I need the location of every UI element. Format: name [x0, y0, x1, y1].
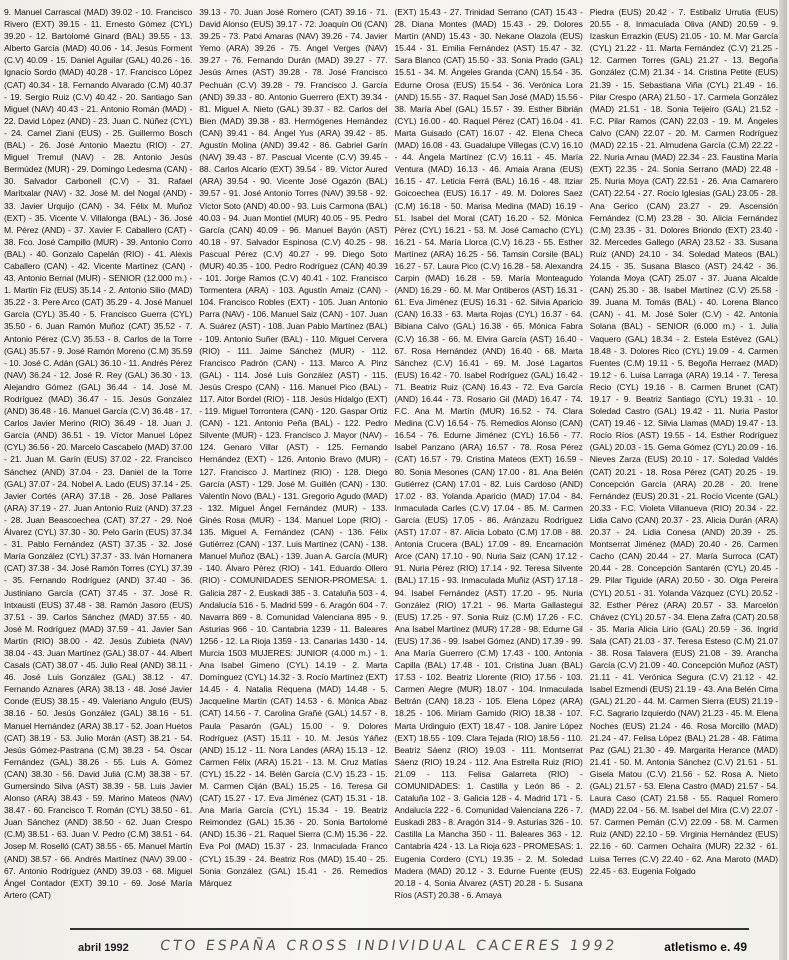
results-columns [4, 4, 778, 922]
results-column-2 [199, 4, 387, 922]
results-text: Piedra (EUS) 20.42 - 7. Estibaliz Urrutia (EUS) 20.55 - 8. Inmaculada Oliva (AND) 20.59 - 9. Izaskun Errazkin (EUS) 21.05 - 10. M. Mar García (CYL) 21.22 - 11. Marta Fernández (C.V) 21.25 - 12. Carmen Torres (GAL) 21.27 - 13. Begoña González (C.M) 21.34 - 14. Cristina Petite (EUS) 21.39 - 15. Sebastiana Viña (CYL) 21.49 - 16. Pilar Crespo (ARA) 21.50 - 17. Carmela González (MAD) 21.51 - 18. Sonia Teijeiro (GAL) 21.52 - F.C. Pilar Ramos (CAN) 22.03 - 19. M. Ángeles Calvo (CAN) 22.07 - 20. M. Carmen Rodríguez (MAD) 22.15 - 21. Almudena García (C.M) 22.22 - 22. Nuria Arnau (MAD) 22.34 - 23. Faustina María (EXT) 22.35 - 24. Sonia Serrano (MAD) 22.48 - 25. Nuria Moya (CAT) 22.51 - 26. Ana Camarero (CAT) 22.54 - 27. Rocío Iglesias (GAL) 23.05 - 28. Ana Gerico (CAN) 23.27 - 29. Ascensión Fernández (C.M) 23.28 - 30. Alicia Fernández (C.M) 23.35 - 31. Dolores Briondo (EXT) 23.40 - 32. Mercedes Gallego (ARA) 23.52 - 33. Susana Ruiz (AND) 24.10 - 34. Soledad Mateos (BAL) 24.15 - 35. Susana Blasco (AST) 24.42 - 36. Yolanda Moya (CAT) 25.07 - 37. Juana Alcalde (CAN) 25.30 - 38. Isabel Martínez (C.V) 25.58 - 39. Juana M. Tomás (BAL) - 40. Lorena Blanco (CAN) - 41. M. José Soler (C.V) - 42. Antonia Solana (BAL) - SENIOR (6.000 m.) - 1. Julia Vaquero (GAL) 18.34 - 2. Estela Estévez (GAL) 18.48 - 3. Dolores Rico (CYL) 19.09 - 4. Carmen Fuentes (C.M) 19.11 - 5. Begoña Herraez (MAD) 19.12 - 6. Luisa Larraga (ARA) 19.14 - 7. Teresa Recio (CYL) 19.16 - 8. Carmen Brunet (CAT) 19.17 - 9. Beatriz Santiago (CYL) 19.31 - 10. Soledad Castro (GAL) 19.42 - 11. Nuria Pastor (CAT) 19.46 - 12. Silvia Llamas (MAD) 19.47 - 13. Rocío Ríos (AST) 19.55 - 14. Esther Rodríguez (GAL) 20.03 - 15. Gema Gómez (CYL) 20.09 - 16. Nieves Zarza (EUS) 20.10 - 17. Soledad Valdés (CAT) 20.21 - 18. Rosa Pérez (CAT) 20.25 - 19. Concepción García (ARA) 20.28 - 20. Irene Fernández (EUS) 20.31 - 21. Rocío Vicente (GAL) 20.33 - F.C. Violeta Villanueva (RIO) 20.34 - 22. Lidia Calvo (CAN) 20.37 - 23. Alicia Durán (ARA) 20.37 - 24. Lidia Conesa (AND) 20.39 - 25. Montserrat Jiménez (MAD) 20.40 - 26. Carmen Cacho (CAN) 20.44 - 27. María Surroca (CAT) 20.44 - 28. Concepción Santarén (CYL) 20.45 - 29. Pilar Tiguide (ARA) 20.50 - 30. Olga Pereira (CYL) 20.51 - 31. Yolanda Vázquez (CYL) 20.52 - 32. Esther Pérez (ARA) 20.57 - 33. Marcelón Chávez (CYL) 20.57 - 34. Elena Zafra (CAT) 20.58 - 35. María Alicia Lirio (GAL) 20.59 - 36. Ingrid Sala (CAT) 21.03 - 37. Teresa Esteso (C.M) 21.07 - 38. Rosa Talavera (EUS) 21.08 - 39. Arancha García (C.V) 21.09 - 40. Concepción Muñoz (AST) 21.11 - 41. Verónica Segura (C.V) 21.12 - 42. Isabel Ezmendi (EUS) 21.19 - 43. Ana Belén Cima (GAL) 21.20 - 44. M. Carmen Sierra (EUS) 21.19 - F.C. Sagrario Izquierdo (NAV) 21.23 - 45. M. Elena Noches (EUS) 21.24 - 46. Rosa Morcillo (MAD) 21.24 - 47. Felisa López (BAL) 21.28 - 48. Fátima Paz (GAL) 21.30 - 49. Margarita Herance (MAD) 21.41 - 50. M. Antonia Sánchez (C.V) 21.51 - 51. Gisela Matou (C.V) 21.56 - 52. Rosa A. Nieto (GAL) 21.57 - 53. Elena Castro (MAD) 21.57 - 54. Laura Caso (CAT) 21.58 - 55. Raquel Romero (MAD) 22.04 - 56. M. Isabel del Mira (C.V) 22.07 - 57. Carmen Pemán (C.V) 22.09 - 58. M. Carmen Ruiz (AND) 22.10 - 59. Virginia Hernández (EUS) 22.16 - 60. Carmen Ochaíra (MUR) 22.32 - 61. Luisa Terres (C.V) 22.40 - 62. Ana Maroto (MAD) 22.45 - 63. Eugenia Folgado [589, 7, 778, 876]
page-edge [779, 0, 787, 960]
results-column-1 [4, 4, 192, 922]
handwritten-annotation: CTO ESPAÑA CROSS INDIVIDUAL CACERES 1992 [158, 938, 619, 954]
results-text: (EXT) 15.43 - 27. Trinidad Serrano (CAT) 15.43 - 28. Diana Montes (MAD) 15.43 - 29. Dolores Martín (AND) 15.43 - 30. Nekane Olazola (EUS) 15.44 - 31. Emilia Fernández (AST) 15.47 - 32. Sara Blanco (CAT) 15.50 - 33. Sonia Prado (GAL) 15.51 - 34. M. Ángeles Granda (CAN) 15.54 - 35. Edurne Orosa (EUS) 15.54 - 36. Verónica Lora (AND) 15.55 - 37. Raquel San José (MAD) 15.56 - 38. María Abel (GAL) 15.57 - 39. Esther Bibrián (CYL) 16.00 - 40. Raquel Pérez (CAT) 16.04 - 41. Marta Guisado (CAT) 16.07 - 42. Elena Checa (MAD) 16.08 - 43. Guadalupe Villegas (C.V) 16.10 - 44. Ángela Martínez (C.V) 16.11 - 45. María Ventura (MAD) 16.13 - 46. Amaia Arana (EUS) 16.15 - 47. Leticia Ferrá (BAL) 16.16 - 48. Itziar Goicoechea (EUS) 16.17 - 49. M. Dolores Saez (C.M) 16.18 - 50. Marisa Medina (MAD) 16.19 - 51. Isabel del Moral (CAT) 16.20 - 52. Mónica Pérez (CYL) 16.21 - 53. M. José Camacho (CYL) 16.21 - 54. María Llorca (C.V) 16.23 - 55. Esther Martínez (ARA) 16.25 - 56. Tamsin Corsile (BAL) 16.27 - 57. Laura Pico (C.V) 16.28 - 58. Alexandra Carpin (MAD) 16.28 - 59. María Monteagudo (AND) 16.29 - 60. M. Mar Ontiberos (AST) 16.31 - 61. Eva Jiménez (EUS) 16.31 - 62. Silvia Aparicio (CAN) 16.33 - 63. Marta Rojas (CYL) 16.37 - 64. Bibiana Calvo (GAL) 16.38 - 65. Mónica Fabra (C.V) 16.38 - 66. M. Elvira García (AST) 16.40 - 67. Rosa Hernández (AND) 16.40 - 68. Marta Sánchez (C.V) 16.41 - 69. M. José Lagartos (EUS) 16.42 - 70. Isabel Rodríguez (GAL) 16.42 - 71. Beatriz Ruiz (CAN) 16.43 - 72. Eva García (AND) 16.44 - 73. Rosario Gil (MAD) 16.47 - 74. F.C. Ana M. Martín (MUR) 16.52 - 74. Clara Medina (C.V) 16.54 - 75. Remedios Alonso (CAN) 16.54 - 76. Edurne Jiménez (CYL) 16.56 - 77. Isabel Panzano (ARA) 16.57 - 78. Rosa Pérez (CAT) 16.57 - 79. Cristina Mateos (EXT) 16.59 - 80. Sonia Mesones (CAN) 17.00 - 81. Ana Belén Gutiérrez (CAN) 17.01 - 82. Luis Cardoso (AND) 17.02 - 83. Yolanda Aparicio (MAD) 17.04 - 84. Inmaculada Carles (C.V) 17.04 - 85. M. Carmen García (EUS) 17.05 - 86. Aránzazu Rodríguez (AST) 17.07 - 87. Alicia Lobato (C.M) 17.08 - 88. Antonia Crucera (BAL) 17.09 - 89. Encarnación Arce (CAN) 17.10 - 90. Nuria Saiz (CAN) 17.12 - 91. Nuria Pérez (RIO) 17.14 - 92. Teresa Silvente (BAL) 17.15 - 93. Inmaculada Muñiz (AST) 17.18 - 94. Isabel Fernández (AST) 17.20 - 95. Nuria González (RIO) 17.21 - 96. Marta Gallastegui (EUS) 17.25 - 97. Sonia Ruiz (C.M) 17.26 - F.C. Ana Isabel Martínez (MUR) 17.28 - 98. Edurne Gil (EUS) 17.36 - 99. Isabel Gómez (AND) 17.39 - 99. Ana María Guerrero (C.M) 17.43 - 100. Antonia Capilla (BAL) 17.48 - 101. Cristina Juan (BAL) 17.53 - 102. Beatriz Llorente (RIO) 17.56 - 103. Carmen Alegre (MUR) 18.07 - 104. Inmaculada Beltrán (CAN) 18.23 - 105. Elena López (ARA) 18.25 - 106. Miriam Gamido (RIO) 18.38 - 107. Marta Urdinguio (EXT) 18.47 - 108. Janire López (EXT) 18.55 - 109. Clara Tejada (RIO) 18.56 - 110. Beatriz Sáenz (RIO) 19.03 - 111. Montserrat Sáenz (RIO) 19.24 - 112. Ana Estrella Ruiz (RIO) 21.09 - 113. Felisa Galarreta (RIO) - COMUNIDADES: 1. Castilla y León 86 - 2. Cataluña 102 - 3. Galicia 128 - 4. Madrid 171 - 5. Andalucía 222 - 6. Comunidad Valenciana 226 - 7. Euskadi 283 - 8. Aragón 314 - 9. Asturias 326 - 10. Castilla La Mancha 350 - 11. Baleares 363 - 12. Cantabria 424 - 13. La Rioja 623 - PROMESAS: 1. Eugenia Cordero (CYL) 19.35 - 2. M. Soledad Madera (MAD) 20.12 - 3. Edurne Fuente (EUS) 20.18 - 4. Sonia Álvarez (AST) 20.28 - 5. Susana Ríos (AST) 20.38 - 6. Amaya [394, 7, 583, 900]
results-column-3 [395, 4, 583, 922]
results-text: 39.13 - 70. Juan José Romero (CAT) 39.16 - 71. David Alonso (EUS) 39.17 - 72. Joaquín Oti (CAN) 39.25 - 73. Patxi Amaras (NAV) 39.26 - 74. Javier Yemo (ARA) 39.26 - 75. Ángel Verges (NAV) 39.27 - 76. Fernando Durán (MAD) 39.27 - 77. Jesús Arnes (AST) 39.28 - 78. José Francisco Pechuán (C.V) 39.28 - 79. Francisco J. García (AND) 39.33 - 80. Antonio Guerrero (EXT) 39.34 - 81. Miguel A. Nieto (GAL) 39.37 - 82. Carlos del Bien (MAD) 39.38 - 83. Hermógenes Hernández (CAN) 39.41 - 84. Ángel Yus (ARA) 39.42 - 85. Agustín Molina (AND) 39.42 - 86. Gabriel Garín (NAV) 39.43 - 87. Pascual Vicente (C.V) 39.45 - 88. Carlos Alcario (EXT) 39.54 - 89. Víctor Aured (ARA) 39.54 - 90. Vicente José Ogazón (BAL) 39.57 - 91. José Antonio Torres (NAV) 39.58 - 92. Víctor Soto (AND) 40.00 - 93. Luis Carmona (BAL) 40.03 - 94. Juan Montiel (MUR) 40.05 - 95. Pedro García (CAN) 40.09 - 96. Manuel Bayón (AST) 40.18 - 97. Salvador Espinosa (C.V) 40.25 - 98. Pascual Pérez (C.V) 40.27 - 99. Diego Soto (MUR) 40.35 - 100. Pedro Rodríguez (CAN) 40.39 - 101. Jorge Ramos (C.V) 40.41 - 102. Francisco Tormentera (ARA) - 103. Agustín Amaiz (CAN) - 104. Francisco Robles (EXT) - 105. Juan Antonio Parra (NAV) - 106. Manuel Saiz (CAN) - 107. Juan A. Suárez (AST) - 108. Juan Pablo Martínez (BAL) - 109. Antonio Suñer (BAL) - 110. Miguel Cervera (RIO) - 111. Jaime Sánchez (MUR) - 112. Francisco Padrón (CAN) - 113. Marco A. Pinz (GAL) - 114. José Luis González (AST) - 115. Jesús Crespo (CAN) - 116. Manuel Pico (BAL) - 117. Aitor Bordel (RIO) - 118. Jesús Hidalgo (EXT) - 119. Miguel Torrontera (CAN) - 120. Gaspar Ortiz (CAN) - 121. Antonio Peña (BAL) - 122. Pedro Silvente (MUR) - 123. Francisco J. Mayor (NAV) - 124. Genaro Villar (AST) - 125. Fernando Hernández (EXT) - 126. Antonio Bravo (MUR) - 127. Francisco J. Martínez (RIO) - 128. Diego García (AST) - 129. José M. Guillén (CAN) - 130. Valentín Novo (BAL) - 131. Gregorio Agudo (MAD) - 132. Miguel Ángel Fernández (MUR) - 133. Ginés Rosa (MUR) - 134. Manuel Lope (RIO) - 135. Miguel A. Fernández (CAN) - 136. Félix Gutiérrez (CAN) - 137. Luis Martínez (CAN) - 138. Manuel Muñoz (BAL) - 139. Juan A. García (MUR) - 140. Álvaro Pérez (RIO) - 141. Eduardo Ollero (RIO) - COMUNIDADES SENIOR-PROMESA: 1. Galicia 287 - 2. Euskadi 385 - 3. Cataluña 503 - 4. Andalucía 516 - 5. Madrid 599 - 6. Aragón 604 - 7. Navarra 869 - 8. Comunidad Valenciana 895 - 9. Asturias 966 - 10. Cantabria 1239 - 11. Baleares 1256 - 12. La Rioja 1359 - 13. Canarias 1430 - 14. Murcia 1503 MUJERES: JUNIOR (4.000 m.) - 1. Ana Isabel Gimeno (CYL) 14.19 - 2. Marta Domínguez (CYL) 14.32 - 3. Rocío Martínez (EXT) 14.45 - 4. Natalia Requena (MAD) 14.48 - 5. Jacqueline Martín (CAT) 14.53 - 6. Mónica Abaz (CAT) 14.56 - 7. Carolina Grañé (GAL) 14.57 - 8. Paula Pasarón (GAL) 15.00 - 9. Dolores Rodríguez (AST) 15.11 - 10. M. Jesús Yáñez (AND) 15.12 - 11. Nora Landes (ARA) 15.13 - 12. Carmen Félix (ARA) 15.21 - 13. M. Cruz Matías (CYL) 15.22 - 14. Belén García (C.V) 15.23 - 15. M. Carmen Ciján (BAL) 15.25 - 16. Teresa Gil (CAT) 15.27 - 17. Eva Jiménez (CAT) 15.31 - 18. Ana María García (CYL) 15.34 - 19. Beatriz Reimondez (GAL) 15.36 - 20. Sonia Bartolomé (AND) 15.36 - 21. Raquel Sierra (C.M) 15.36 - 22. Eva Pol (MAD) 15.37 - 23. Inmaculada Franco (CYL) 15.39 - 24. Beatriz Ros (MAD) 15.40 - 25. Sonia González (GAL) 15.41 - 26. Remedios Márquez [199, 7, 388, 888]
footer-rule [70, 928, 749, 930]
issue-date: abril 1992 [78, 942, 129, 954]
results-text: 9. Manuel Carrascal (MAD) 39.02 - 10. Francisco Rivero (EXT) 39.15 - 11. Ernesto Gómez (CYL) 39.20 - 12. Bartolomé Ginard (BAL) 39.55 - 13. Alberto García (MAD) 40.06 - 14. Jesús Forment (C.V) 40.09 - 15. Daniel Aguilar (GAL) 40.26 - 16. Ignacio Sordo (MAD) 40.28 - 17. Francisco López (CAT) 40.34 - 18. Fernando Alvarado (C.M) 40.37 - 19. Sergio Ruiz (C.V) 40.42 - 20. Santiago San Miguel (NAV) 40.43 - 21. Antonio Román (MAD) - 22. David López (AND) - 23. Juan C. Núñez (CYL) - 24. Camel Ziani (EUS) - 25. Guillermo Bosch (BAL) - 26. José Antonio Maeztu (RIO) - 27. Miguel Tremul (NAV) - 28. Antonio Jesús Bermúdez (MUR) - 29. Domingo Ledesma (CAN) - 30. Salvador Carbonell (C.V) - 31. Rafael Maritxalar (NAV) - 32. José M. del Nogal (AND) - 33. Javier Urquijo (CAN) - 34. Félix M. Muñoz (EXT) - 35. Vicente V. Villalonga (BAL) - 36. José M. Pérez (AND) - 37. Xavier F. Caballero (CAT) - 38. Fco. José Campillo (MUR) - 39. Antonio Corro (BAL) - 40. Gonzalo Capelán (RIO) - 41. Alexis Caballero (CAN) - 42. Vicente Martínez (CAN) - 43. Antonio Bernal (MUR) - SENIOR (12.000 m.) - 1. Martín Fiz (EUS) 35.14 - 2. Antonio Silio (MAD) 35.22 - 3. Pere Arco (CAT) 35.29 - 4. José Manuel García (CYL) 35.40 - 5. Francisco Guerra (CYL) 35.50 - 6. Juan Ramón Muñoz (CAT) 35.52 - 7. Antonio Pérez (C.V) 35.53 - 8. Carlos de la Torre (GAL) 35.57 - 9. José Ramón Moreno (C.M) 35.59 - 10. José C. Adán (GAL) 36.10 - 11. Andrés Pérez (NAV) 36.24 - 12. José R. Rey (GAL) 36.30 - 13. Alejandro Gómez (GAL) 36.44 - 14. José M. Rodríguez (MAD) 36.47 - 15. Jesús González (AND) 36.48 - 16. Manuel García (C.V) 36.48 - 17. Carlos Javier Merino (RIO) 36.49 - 18. Juan J. García (AND) 36.51 - 19. Víctor Manuel López (CYL) 36.56 - 20. Marcelo Cascabelo (MAD) 37.00 - 21. Juan M. Garín (EUS) 37.02 - 22. Francisco Sánchez (AND) 37.04 - 23. Daniel de la Torre (GAL) 37.07 - 24. Nobel A. Lado (EUS) 37.14 - 25. Javier Cortés (ARA) 37.18 - 26. José Pallares (ARA) 37.19 - 27. Juan Antonio Ruiz (AND) 37.23 - 28. Juan Beascoechea (CAT) 37.27 - 29. Noé Álvarez (CYL) 37.30 - 30. Pelo Garín (EUS) 37.34 - 31. Pablo Fernández (AST) 37.35 - 32. José María González (CYL) 37.37 - 33. Iván Hornanera (CAT) 37.38 - 34. José Ramón Torres (CYL) 37.39 - 35. Fernando Rodríguez (AND) 37.40 - 36. Justiniano García (CAT) 37.45 - 37. José R. Intxausti (EUS) 37.48 - 38. Ramón Jasoro (EUS) 37.51 - 39. Carlos Sánchez (MAD) 37.55 - 40. José M. Rodríguez (MAD) 37.59 - 41. Javier San Martín (RIO) 38.00 - 42. Jesús Zubieta (NAV) 38.04 - 43. Juan Martínez (GAL) 38.07 - 44. Albert Casals (CAT) 38.07 - 45. Julio Real (AND) 38.11 - 46. José Luis González (GAL) 38.12 - 47. Fernando Aznares (ARA) 38.13 - 48. José Javier Conde (EUS) 38.15 - 49. Valeriano Angulo (EUS) 38.16 - 50. Jesús González (GAL) 38.16 - 51. Manuel Hernández (ARA) 38.17 - 52. Joan Huetos (CAT) 38.19 - 53. Julio Morán (AST) 38.21 - 54. Jesús Gómez-Pastrana (C.M) 38.23 - 54. Óscar Fernández (GAL) 38.26 - 55. Luis A. Gómez (CAN) 38.30 - 56. David Julià (C.M) 38.38 - 57. Gumersindo Silva (AST) 38.39 - 58. Luis Javier Alonso (ARA) 38.43 - 59. Marino Mateos (NAV) 38.47 - 60. Francisco T. Román (CYL) 38.50 - 61. Juan Sánchez (AND) 38.50 - 62. Juan Crespo (C.M) 38.51 - 63. Juan V. Pedro (C.M) 38.51 - 64. Josep M. Roselló (CAT) 38.55 - 65. Manuel Martín (AND) 38.57 - 66. Andrés Martínez (NAV) 39.00 - 67. Antonio Rodríguez (AND) 39.03 - 68. Miguel Ángel Contador (EXT) 39.10 - 69. José María Artero (CAT) [4, 7, 193, 900]
page-number: atletismo e. 49 [664, 940, 747, 954]
page-footer [0, 928, 789, 960]
results-column-4 [590, 4, 778, 922]
